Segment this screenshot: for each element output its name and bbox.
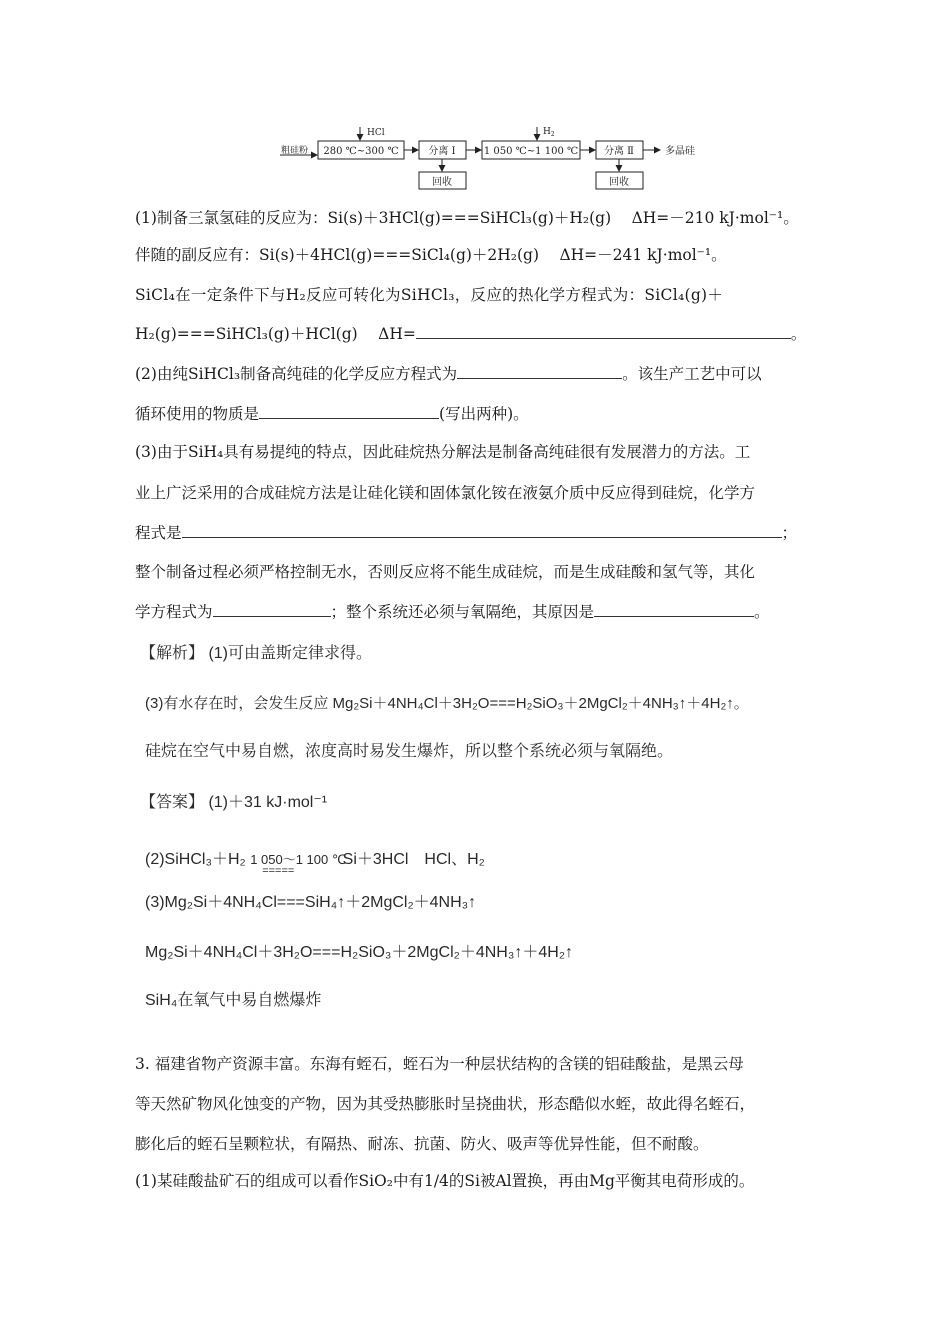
q2-substances-blank — [259, 404, 439, 419]
q2-line2-text: 循环使用的物质是 — [135, 405, 260, 423]
flow-box-recycle1-label: 回收 — [432, 177, 452, 188]
flow-box-separation2-label: 分离 Ⅱ — [604, 146, 634, 157]
q1-line2: 伴随的副反应有：Si(s)＋4HCl(g)===SiCl₄(g)＋2H₂(g) ΔH=－241 kJ·mol⁻¹。 — [135, 246, 727, 264]
q1-answer-blank — [416, 324, 791, 339]
flow-box-reaction1-label: 280 ℃~300 ℃ — [323, 146, 399, 157]
answer-line2-pre: (2)SiHCl₃＋H₂ — [145, 851, 246, 868]
flow-box-separation1-label: 分离 Ⅰ — [428, 146, 456, 157]
q3-line2: 业上广泛采用的合成硅烷方法是让硅化镁和固体氯化铵在液氨介质中反应得到硅烷，化学方 — [135, 484, 756, 502]
q3-next-line4: (1)某硅酸盐矿石的组成可以看作SiO₂中有1/4的Si被Al置换，再由Mg平衡其电荷形成的。 — [135, 1172, 755, 1190]
q2-line2 — [135, 404, 529, 424]
q1-line4-text: H₂(g)===SiHCl₃(g)＋HCl(g) ΔH= — [135, 325, 416, 343]
q2-line1 — [135, 364, 762, 384]
flow-reagent-hcl: HCl — [367, 128, 385, 138]
q2-equation-blank — [457, 364, 622, 379]
q3-line4: 整个制备过程必须严格控制无水，否则反应将不能生成硅烷，而是生成硅酸和氢气等，其化 — [135, 563, 756, 581]
answer-line4: Mg₂Si＋4NH₄Cl＋3H₂O===H₂SiO₃＋2MgCl₂＋4NH₃↑＋4H₂↑ — [145, 944, 574, 961]
q3-line1: (3)由于SiH₄具有易提纯的特点，因此硅烷热分解法是制备高纯硅很有发展潜力的方法。工 — [135, 443, 751, 461]
q2-line1-text: (2)由纯SiHCl₃制备高纯硅的化学反应方程式为 — [135, 365, 458, 383]
answer-line3: (3)Mg₂Si＋4NH₄Cl===SiH₄↑＋2MgCl₂＋4NH₃↑ — [145, 894, 477, 911]
q3-line5-mid: ；整个系统还必须与氧隔绝，其原因是 — [330, 603, 595, 621]
answer-line2-equals: ===== — [262, 865, 295, 877]
q3-equation-blank — [182, 523, 782, 538]
flow-output-label: 多晶硅 — [665, 146, 695, 157]
analysis-line3: 硅烷在空气中易自燃，浓度高时易发生爆炸，所以整个系统必须与氧隔绝。 — [145, 743, 674, 760]
flow-reagent-h2: $H_2$ — [543, 127, 555, 138]
answer-line2-condition: 1 050～1 100 ℃ — [250, 852, 347, 867]
q2-line1-end: 。该生产工艺中可以 — [622, 365, 762, 383]
answer-line2-post: Si＋3HCl HCl、H₂ — [342, 851, 485, 868]
q3-line3-text: 程式是 — [135, 524, 182, 542]
q3-line3-end: ； — [781, 524, 798, 542]
q3-next-line3: 膨化后的蛭石呈颗粒状，有隔热、耐冻、抗菌、防火、吸声等优异性能，但不耐酸。 — [135, 1135, 709, 1153]
q1-line4-end: 。 — [790, 325, 807, 343]
q1-line1: (1)制备三氯氢硅的反应为：Si(s)＋3HCl(g)===SiHCl₃(g)＋H₂(g) ΔH=－210 kJ·mol⁻¹。 — [135, 209, 799, 227]
answer-line1: 【答案】 (1)＋31 kJ·mol⁻¹ — [140, 794, 328, 811]
q3-next-line2: 等天然矿物风化蚀变的产物，因为其受热膨胀时呈挠曲状，形态酷似水蛭，故此得名蛭石， — [135, 1095, 756, 1113]
q2-line2-end: (写出两种)。 — [439, 405, 529, 423]
q3-line5-text: 学方程式为 — [135, 603, 213, 621]
q1-line4 — [135, 324, 806, 344]
q3-line5 — [135, 602, 770, 622]
q3-next-line1: 3. 福建省物产资源丰富。东海有蛭石，蛭石为一种层状结构的含镁的铝硅酸盐，是黑云母 — [135, 1055, 744, 1073]
flow-input-label: 粗硅粉 — [281, 146, 309, 156]
answer-line5: SiH₄在氧气中易自燃爆炸 — [145, 992, 322, 1009]
analysis-line2: (3)有水存在时，会发生反应 Mg₂Si＋4NH₄Cl＋3H₂O===H₂SiO₃＋2MgCl₂＋4NH₃↑＋4H₂↑。 — [145, 695, 749, 712]
analysis-line1: 【解析】 (1)可由盖斯定律求得。 — [140, 645, 373, 662]
q3-line3 — [135, 523, 797, 543]
q3-reason-blank — [594, 602, 754, 617]
flow-box-recycle2-label: 回收 — [609, 177, 629, 188]
q1-line3: SiCl₄在一定条件下与H₂反应可转化为SiHCl₃，反应的热化学方程式为：SiCl₄(g)＋ — [135, 286, 724, 304]
answer-line2 — [145, 850, 485, 877]
q3-water-equation-blank — [213, 602, 331, 617]
q3-line5-end: 。 — [754, 603, 770, 621]
process-flowchart — [0, 0, 950, 200]
flow-box-reaction2-label: 1 050 ℃~1 100 ℃ — [483, 146, 579, 157]
